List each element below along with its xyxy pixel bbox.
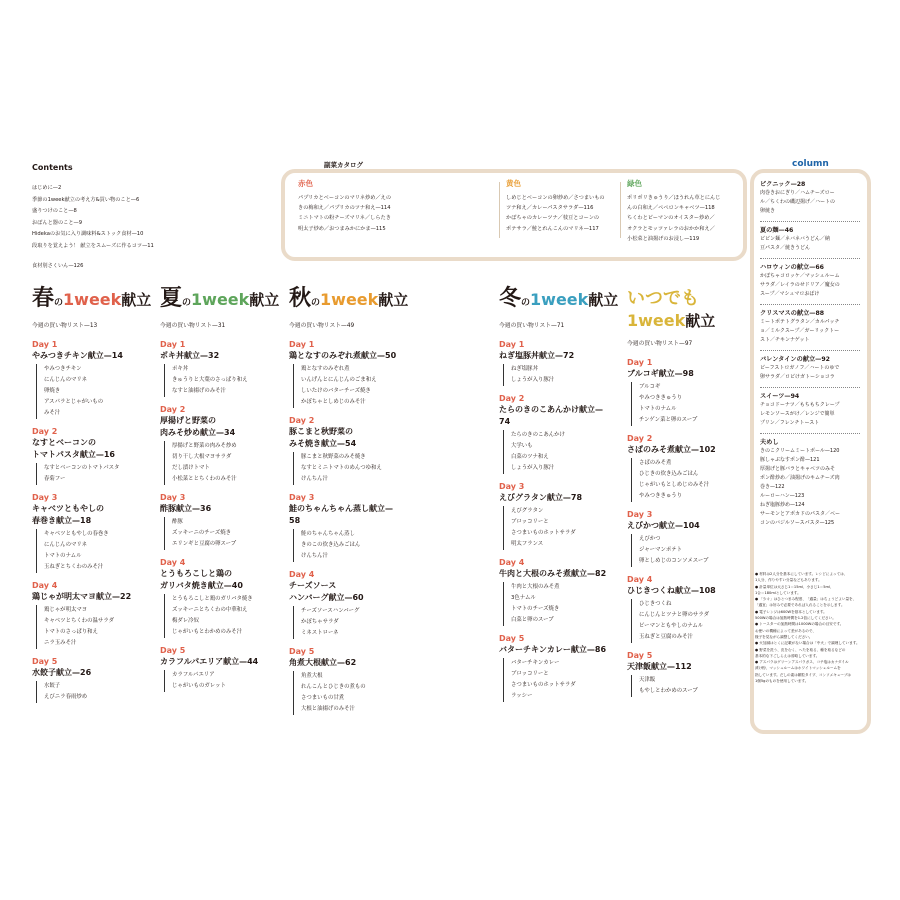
catalog-green-title: 緑色 (627, 179, 642, 188)
season-1week: 1week (320, 290, 379, 309)
dish-item: エリンギと豆腐の卵スープ (172, 541, 237, 547)
catalog-line[interactable]: んの白和え／ペペロンキャベツ—118 (627, 205, 715, 212)
dish-list (293, 452, 497, 485)
dish-list (631, 382, 747, 426)
season-suffix: 献立 (378, 291, 409, 309)
day-menu-title[interactable]: 酢豚献立—36 (160, 504, 212, 513)
dish-item: 切り干し大根マヨサラダ (172, 454, 232, 460)
dish-item: しょうが入り豚汁 (511, 465, 555, 471)
day-label: Day 4 (160, 558, 186, 567)
note-line: 1個5gのものを使用しています。 (755, 679, 809, 684)
dish-item: ズッキーニのチーズ焼き (172, 530, 231, 536)
contents-item[interactable]: 段取りを覚えよう！ 献立をスムーズに作るコツ—11 (32, 242, 154, 249)
catalog-line[interactable]: ちくわとピーマンのオイスター炒め／ (627, 215, 715, 222)
season-spring (32, 288, 160, 710)
dish-list (164, 670, 288, 692)
column-section (760, 350, 860, 382)
dish-list (164, 517, 288, 550)
day-menu-title[interactable]: 74 (499, 417, 511, 426)
shopping-list-link[interactable]: 今週の買い物リスト—49 (289, 323, 355, 329)
catalog-line[interactable]: かぼちゃのカレーツナ／枝豆とコーンの (506, 215, 600, 222)
dish-item: 豚こまと秋野菜のみそ焼き (301, 454, 366, 460)
dish-item: バターチキンカレー (511, 660, 560, 666)
dish-item: とうもろこしと鶏のガリバタ焼き (172, 596, 253, 602)
day-label: Day 4 (32, 581, 58, 590)
dish-item: ポキ丼 (172, 366, 189, 372)
season-title (289, 288, 497, 314)
season-no: の (54, 298, 64, 308)
day-label: Day 5 (160, 646, 186, 655)
season-winter (499, 288, 627, 709)
dish-list (36, 605, 160, 649)
note-line: ● 野菜を洗う、皮をむく、へたを取る、種を取るなどの (755, 647, 846, 652)
dish-item: じゃがいもとしめじのみそ汁 (639, 482, 710, 488)
season-1week: 1week (627, 311, 686, 330)
dish-item: やみつきチキン (44, 366, 82, 372)
day-label: Day 1 (289, 340, 315, 349)
dish-item: チーズソースハンバーグ (301, 608, 360, 614)
note-line: 1人分、作りやすい分量などもあります。 (755, 578, 822, 583)
season-no: の (311, 298, 321, 308)
catalog-yellow-title: 黄色 (506, 179, 521, 188)
catalog-divider (620, 182, 621, 238)
dish-item: えびかつ (639, 536, 661, 542)
dish-item: やみつききゅうり (639, 493, 683, 499)
dish-list (164, 594, 288, 638)
dish-item: 牛肉と大根のみそ煮 (511, 584, 560, 590)
season-1week: 1week (530, 290, 589, 309)
dish-item: 大学いも (511, 443, 533, 449)
column-section-line: レモンソースがけ／レンジで簡単 (760, 411, 835, 417)
day-menu-title[interactable]: ひじきつくね献立—108 (627, 586, 716, 595)
dish-item: チンゲン菜と卵のスープ (639, 417, 698, 423)
season-title (160, 288, 288, 314)
day-menu-title[interactable]: みそ焼き献立—54 (289, 439, 357, 448)
column-section-heading[interactable]: ハロウィンの献立—66 (760, 264, 824, 271)
note-line: 様子を見ながら調整してください。 (755, 634, 813, 639)
dish-item: もやしとわかめのスープ (639, 688, 698, 694)
column-section-line: ビーフストロガノフ／ハートのゆで (760, 365, 840, 371)
day-menu-title[interactable]: やみつきチキン献立—14 (32, 351, 123, 360)
note-line: 基本的な下ごしらえは省略しています。 (755, 653, 820, 658)
dish-list (36, 529, 160, 573)
day-menu-title[interactable]: キャベツともやしの (32, 504, 104, 513)
dish-list (503, 430, 627, 474)
dish-item: しいたけのバターチーズ焼き (301, 388, 371, 394)
day-menu-title[interactable]: 肉みそ炒め献立—34 (160, 428, 236, 437)
column-section-line: ルーローハン—123 (760, 493, 805, 499)
day-label: Day 1 (160, 340, 186, 349)
dish-item: なすと油揚げのみそ汁 (172, 388, 226, 394)
dish-item: 白菜と卵のスープ (511, 617, 554, 623)
dish-item: さつまいものホットサラダ (511, 530, 576, 536)
column-section-line: スープ／マシュマロおばけ (760, 291, 820, 297)
season-no: の (182, 298, 192, 308)
dish-item: 酢豚 (172, 519, 183, 525)
dish-item: かぼちゃとしめじのみそ汁 (301, 399, 366, 405)
catalog-line[interactable]: ポリポリきゅうり／ほうれん草とにんじ (627, 195, 721, 201)
day-label: Day 3 (289, 493, 315, 502)
dish-list (631, 675, 747, 697)
dish-list (293, 606, 497, 639)
day-label: Day 2 (289, 416, 315, 425)
catalog-line[interactable]: ツナ和え／カレーパスタサラダ—116 (506, 205, 594, 212)
dish-item: 玉ねぎとちくわのみそ汁 (44, 564, 104, 570)
dish-item: 水餃子 (44, 683, 61, 689)
day-menu-title[interactable]: ガリバタ焼き献立—40 (160, 581, 243, 590)
dish-item: ラッシー (511, 693, 533, 699)
dish-item: ひじきの炊き込みごはん (639, 471, 699, 477)
contents-title: Contents (32, 163, 73, 172)
day-menu-title[interactable]: ブルコギ献立—98 (627, 369, 694, 378)
shopping-list-link[interactable]: 今週の買い物リスト—31 (160, 323, 226, 329)
dish-item: カラフルパエリア (172, 672, 215, 678)
day-menu-title[interactable]: えびグラタン献立—78 (499, 493, 583, 502)
dish-item: 鶏じゃが明太マヨ (44, 607, 88, 613)
column-section-line: 卵サラダ／ロビけガトーショコラ (760, 374, 835, 380)
column-section-line: ョ／ミルクスープ／ガーリックトー (760, 328, 840, 334)
dish-list (503, 582, 627, 626)
day-menu-title[interactable]: なすとベーコンの (32, 438, 96, 447)
dish-item: トマトのナムル (639, 406, 677, 412)
day-menu-title[interactable]: 牛肉と大根のみそ煮献立—82 (499, 569, 607, 578)
column-section-line: 厚揚げと豚バラとキャベツのみそ (760, 466, 836, 472)
day-menu-title[interactable]: 豚こまと秋野菜の (289, 427, 353, 436)
day-label: Day 4 (289, 570, 315, 579)
dish-item: 鶏となすのみぞれ煮 (301, 366, 350, 372)
column-title: column (788, 159, 833, 169)
day-menu-title[interactable]: 水餃子献立—26 (32, 668, 92, 677)
dish-item: アスパラとじゃがいもの (44, 399, 104, 405)
dish-item: 卵としめじのコンソメスープ (639, 558, 709, 564)
dish-item: トマトのナムル (44, 553, 82, 559)
column-section-line: ミートポテトグラタン／カルパッチ (760, 319, 840, 325)
column-section-line: ビビン麺／ネバネバうどん／納 (760, 236, 830, 242)
contents-item[interactable]: Hidekaのお気に入り調味料&ストック食材—10 (32, 231, 144, 237)
dish-list (36, 364, 160, 419)
season-kanji: 夏 (160, 286, 183, 311)
dish-item: トマトのさっぱり和え (44, 629, 98, 635)
dish-item: トマトのチーズ焼き (511, 606, 560, 612)
column-section-line: 豆パスタ／焼きうどん (760, 245, 811, 251)
column-section-heading[interactable]: バレンタインの献立—92 (760, 356, 830, 363)
dish-item: ミネストローネ (301, 630, 339, 636)
dish-item: たらのきのこあんかけ (511, 432, 565, 438)
day-label: Day 5 (499, 634, 525, 643)
column-section-line: スト／チキンナゲット (760, 337, 810, 343)
shopping-list-link[interactable]: 今週の買い物リスト—13 (32, 323, 98, 329)
note-line: ● 「少々」はひとつまみ程度、「適量」はちょうどよい量を、 (755, 597, 857, 602)
dish-item: ジャーマンポテト (639, 547, 683, 553)
column-section (760, 387, 860, 428)
dish-item: 明太フランス (511, 541, 544, 547)
note-line: ● 計量単位は大さじ1＝15ml、小さじ1＝5ml、 (755, 584, 834, 589)
column-section-line: ねぎ塩豚炒め—124 (760, 502, 805, 508)
day-menu-title[interactable]: ねぎ塩豚丼献立—72 (499, 351, 575, 360)
column-section (760, 180, 860, 216)
season-1week: 1week (191, 290, 250, 309)
column-section-line: 卵焼き (760, 208, 776, 214)
day-label: Day 5 (627, 651, 653, 660)
season-kanji: 秋 (289, 286, 312, 311)
dish-item: ブルコギ (639, 384, 661, 390)
contents-list (32, 183, 277, 273)
column-section-line: 肉巻きおにぎり／ハムチーズロー (760, 190, 835, 196)
dish-list (164, 441, 288, 485)
catalog-red (298, 178, 391, 234)
season-suffix: 献立 (685, 312, 716, 330)
season-title (499, 288, 627, 314)
dish-item: しょうが入り豚汁 (511, 377, 555, 383)
dish-item: 梅ダレ冷奴 (172, 618, 199, 624)
dish-item: ピーマンともやしのナムル (639, 623, 704, 629)
note-line: ● 材料は2人分を基本にしています。レシピによっては、 (755, 572, 848, 576)
dish-item: 厚揚げと野菜の肉みそ炒め (172, 443, 237, 449)
column-section-heading[interactable]: クリスマスの献立—88 (760, 310, 825, 317)
catalog-line[interactable]: ポテサラ／鮭とれんこんのマリネ—117 (506, 225, 599, 232)
dish-list (503, 364, 627, 386)
dish-item: 鮭のちゃんちゃん蒸し (301, 531, 355, 537)
catalog-green (627, 178, 720, 244)
shopping-list-link[interactable]: 今週の買い物リスト—97 (627, 341, 693, 347)
column-section-heading[interactable]: ピクニック—28 (760, 181, 806, 188)
day-menu-title[interactable]: 58 (289, 516, 301, 525)
dish-item: かぼちゃサラダ (301, 619, 339, 625)
dish-item: けんちん汁 (301, 476, 328, 482)
day-label: Day 1 (499, 340, 525, 349)
season-anytime (627, 288, 747, 704)
note-line: 500Wの場合は加熱時間を1.2倍にしてください。 (755, 616, 836, 621)
dish-list (36, 463, 160, 485)
column-section-line: ル／ちくわの磯辺揚げ／ハートの (760, 199, 836, 205)
note-line: 漬け粉、マッシュルームはホワイトマッシュルームを (755, 666, 841, 671)
dish-item: じゃがいもとわかめのみそ汁 (172, 629, 243, 635)
dish-item: 卵焼き (44, 388, 61, 394)
dish-item: けんちん汁 (301, 553, 328, 559)
dish-list (293, 671, 497, 715)
contents-item[interactable]: 盛りつけのこと—8 (32, 208, 77, 214)
season-1week: 1week (63, 290, 122, 309)
season-autumn (289, 288, 497, 722)
day-label: Day 4 (499, 558, 525, 567)
day-menu-title[interactable]: 鮭のちゃんちゃん蒸し献立— (289, 504, 393, 513)
day-label: Day 2 (32, 427, 58, 436)
catalog-title: 副菜カタログ (319, 160, 368, 169)
day-menu-title[interactable]: バターチキンカレー献立—86 (499, 645, 607, 654)
dish-list (503, 658, 627, 702)
dish-item: えびグラタン (511, 508, 544, 514)
dish-item: にんじんとツナと卵のサラダ (639, 612, 710, 618)
day-label: Day 4 (627, 575, 653, 584)
dish-item: ブロッコリーと (511, 519, 549, 525)
shopping-list-link[interactable]: 今週の買い物リスト—71 (499, 323, 565, 329)
dish-item: いんげんとにんじんのごま和え (301, 377, 377, 383)
dish-list (164, 364, 288, 397)
dish-item: みそ汁 (44, 410, 61, 416)
note-line: ● 火加減はとくに記載がない場合は「中火」で調理しています。 (755, 641, 860, 646)
dish-item: 3色ナムル (511, 595, 536, 601)
day-menu-title[interactable]: 鶏じゃが明太マヨ献立—22 (32, 592, 132, 601)
season-kanji: 冬 (499, 286, 522, 311)
note-line: 「適宜」は好みで必要であれば入れることを示します。 (755, 603, 845, 608)
season-suffix: 献立 (121, 291, 152, 309)
season-suffix: 献立 (249, 291, 280, 309)
day-menu-title[interactable]: トマトパスタ献立—16 (32, 450, 115, 459)
dish-item: 小松菜ととちくわのみそ汁 (172, 476, 237, 482)
column-section-line: サーモンとアボカドのパスタ／ベー (760, 511, 841, 517)
season-title (627, 288, 747, 332)
day-label: Day 2 (499, 394, 525, 403)
column-section-heading[interactable]: 夫めし (760, 439, 779, 446)
dish-item: れんこんとひじきの煮もの (301, 684, 366, 690)
column-section (760, 304, 860, 345)
column-section-heading[interactable]: 夏の麺—46 (760, 227, 794, 234)
day-menu-title[interactable]: 鶏となすのみぞれ煮献立—50 (289, 351, 397, 360)
dish-item: ブロッコリーと (511, 671, 549, 677)
day-label: Day 3 (499, 482, 525, 491)
dish-item: ひじきつくね (639, 601, 672, 607)
column-section (760, 433, 860, 528)
column-list (760, 180, 860, 528)
day-label: Day 2 (627, 434, 653, 443)
day-label: Day 1 (32, 340, 58, 349)
day-menu-title[interactable]: たらのきのこあんかけ献立— (499, 405, 603, 414)
season-suffix: 献立 (588, 291, 619, 309)
day-menu-title[interactable]: 厚揚げと野菜の (160, 416, 216, 425)
dish-item: きゅうりと大葉のさっぱり和え (172, 377, 248, 383)
dish-item: なすとミニトマトのめんつゆ和え (301, 465, 382, 471)
day-menu-title[interactable]: ハンバーグ献立—60 (289, 593, 364, 602)
season-kanji: 春 (32, 286, 55, 311)
dish-item: じゃがいものガレット (172, 683, 226, 689)
season-no: の (521, 298, 531, 308)
dish-item: ねぎ塩豚丼 (511, 366, 538, 372)
dish-item: 玉ねぎと豆腐のみそ汁 (639, 634, 693, 640)
dish-item: 春菊フー (44, 476, 66, 482)
season-kanji: いつでも (627, 288, 699, 309)
dish-item: にんじんのマリネ (44, 542, 88, 548)
dish-item: ニラ玉みそ汁 (44, 640, 77, 646)
column-section-line: ポン酢炒め／油揚げのキムチーズ肉 (760, 475, 840, 481)
catalog-line[interactable]: パプリカとベーコンのマリネ炒め／えの (298, 195, 392, 201)
catalog-red-title: 赤色 (298, 179, 313, 188)
dish-item: にんじんのマリネ (44, 377, 88, 383)
day-label: Day 1 (627, 358, 653, 367)
column-section (760, 258, 860, 299)
dish-item: えびニラ春雨炒め (44, 694, 88, 700)
dish-item: やみつききゅうり (639, 395, 683, 401)
note-line: お使いの機種によって差があるので、 (755, 628, 817, 633)
dish-item: さつまいものホットサラダ (511, 682, 576, 688)
column-section-line: コンのバジルソースパスタ—125 (760, 520, 835, 526)
dish-list (631, 458, 747, 502)
day-label: Day 5 (289, 647, 315, 656)
season-summer (160, 288, 288, 699)
dish-item: ズッキーニとちくわの中華和え (172, 607, 248, 613)
contents-index[interactable]: 食材別さくいん—126 (32, 263, 84, 269)
dish-item: 白菜のツナ和え (511, 454, 549, 460)
day-menu-title[interactable]: とうもろこしと鶏の (160, 569, 232, 578)
dish-item: さつまいもの甘煮 (301, 695, 345, 701)
column-section-heading[interactable]: スイーツ—94 (760, 393, 800, 400)
catalog-yellow (506, 178, 605, 234)
catalog-line[interactable]: しめじとベーコンの卵炒め／さつまいもの (506, 195, 605, 201)
dish-item: きのこの炊き込みごはん (301, 542, 361, 548)
dish-item: 天津飯 (639, 677, 656, 683)
catalog-line[interactable]: ミニトマトの粉チーズマリネ／しらたき (298, 215, 391, 222)
day-menu-title[interactable]: 春巻き献立—18 (32, 516, 92, 525)
notes-list (755, 571, 865, 684)
catalog-line[interactable]: 明太子炒め／おつまみかにかま—115 (298, 225, 386, 232)
catalog-divider (499, 182, 500, 238)
day-label: Day 3 (32, 493, 58, 502)
column-section-line: 巻き—122 (760, 484, 785, 490)
season-title (32, 288, 160, 314)
day-label: Day 2 (160, 405, 186, 414)
column-section-line: 豚しゃぶなすポン酢—121 (760, 457, 820, 463)
day-menu-title[interactable]: えびかつ献立—104 (627, 521, 700, 530)
note-line: ● 電子レンジは600Wを基本としています。 (755, 609, 827, 614)
contents-item[interactable]: はじめに—2 (32, 185, 62, 191)
day-menu-title[interactable]: カラフルパエリア献立—44 (160, 657, 259, 666)
day-label: Day 5 (32, 657, 58, 666)
dish-list (293, 364, 497, 408)
note-line: ● トースターの加熱時間は1000Wの場合の目安です。 (755, 622, 844, 627)
dish-list (503, 506, 627, 550)
note-line: 指しています。だしの素は顆粒タイプ、コンソメキューブは (755, 672, 852, 677)
column-section-line: かぼちゃコロッケ／マッシュルーム (760, 273, 840, 279)
dish-list (631, 599, 747, 643)
dish-item: キャベツとちくわの温サラダ (44, 618, 115, 624)
catalog-line[interactable]: オクラとモッツァレラのおかか和え／ (627, 225, 715, 232)
dish-list (36, 681, 160, 703)
dish-item: 大根と油揚げのみそ汁 (301, 706, 355, 712)
dish-list (631, 534, 747, 567)
dish-item: なすとベーコンのトマトパスタ (44, 465, 120, 471)
dish-item: 角煮大根 (301, 673, 323, 679)
dish-item: キャベツともやしの春巻き (44, 531, 109, 537)
catalog-line[interactable]: きの梅和え／パプリカのツナ和え—114 (298, 205, 391, 212)
column-section (760, 221, 860, 253)
dish-item: だし漬けトマト (172, 465, 210, 471)
day-label: Day 3 (627, 510, 653, 519)
day-menu-title[interactable]: 角煮大根献立—62 (289, 658, 357, 667)
column-section-line: チョコドーナツ／もちもちクレープ (760, 402, 840, 408)
dish-list (293, 529, 497, 562)
note-line: ● アスパラはグリーンアスパラガス、コチ塩はカナダイル (755, 660, 849, 665)
column-section-line: プリン／フレンチトースト (760, 420, 820, 426)
dish-item: さばのみそ煮 (639, 460, 672, 466)
contents-item[interactable]: おぼんと器のこと—9 (32, 219, 82, 226)
day-label: Day 3 (160, 493, 186, 502)
day-menu-title[interactable]: チーズソース (289, 581, 337, 590)
column-section-line: サラダ／レイラのせドリア／魔女の (760, 282, 840, 288)
catalog-line[interactable]: 小松菜と油揚げのお浸し—119 (627, 235, 700, 242)
column-section-line: きのこクリームミートボール—120 (760, 448, 840, 454)
day-menu-title[interactable]: 天津飯献立—112 (627, 662, 692, 671)
day-menu-title[interactable]: ポキ丼献立—32 (160, 351, 220, 360)
day-menu-title[interactable]: さばのみそ煮献立—102 (627, 445, 716, 454)
contents-item[interactable]: 季節の1week献立の考え方&買い物のこと—6 (32, 196, 140, 203)
note-line: 1合＝180mlとしています。 (755, 590, 801, 595)
